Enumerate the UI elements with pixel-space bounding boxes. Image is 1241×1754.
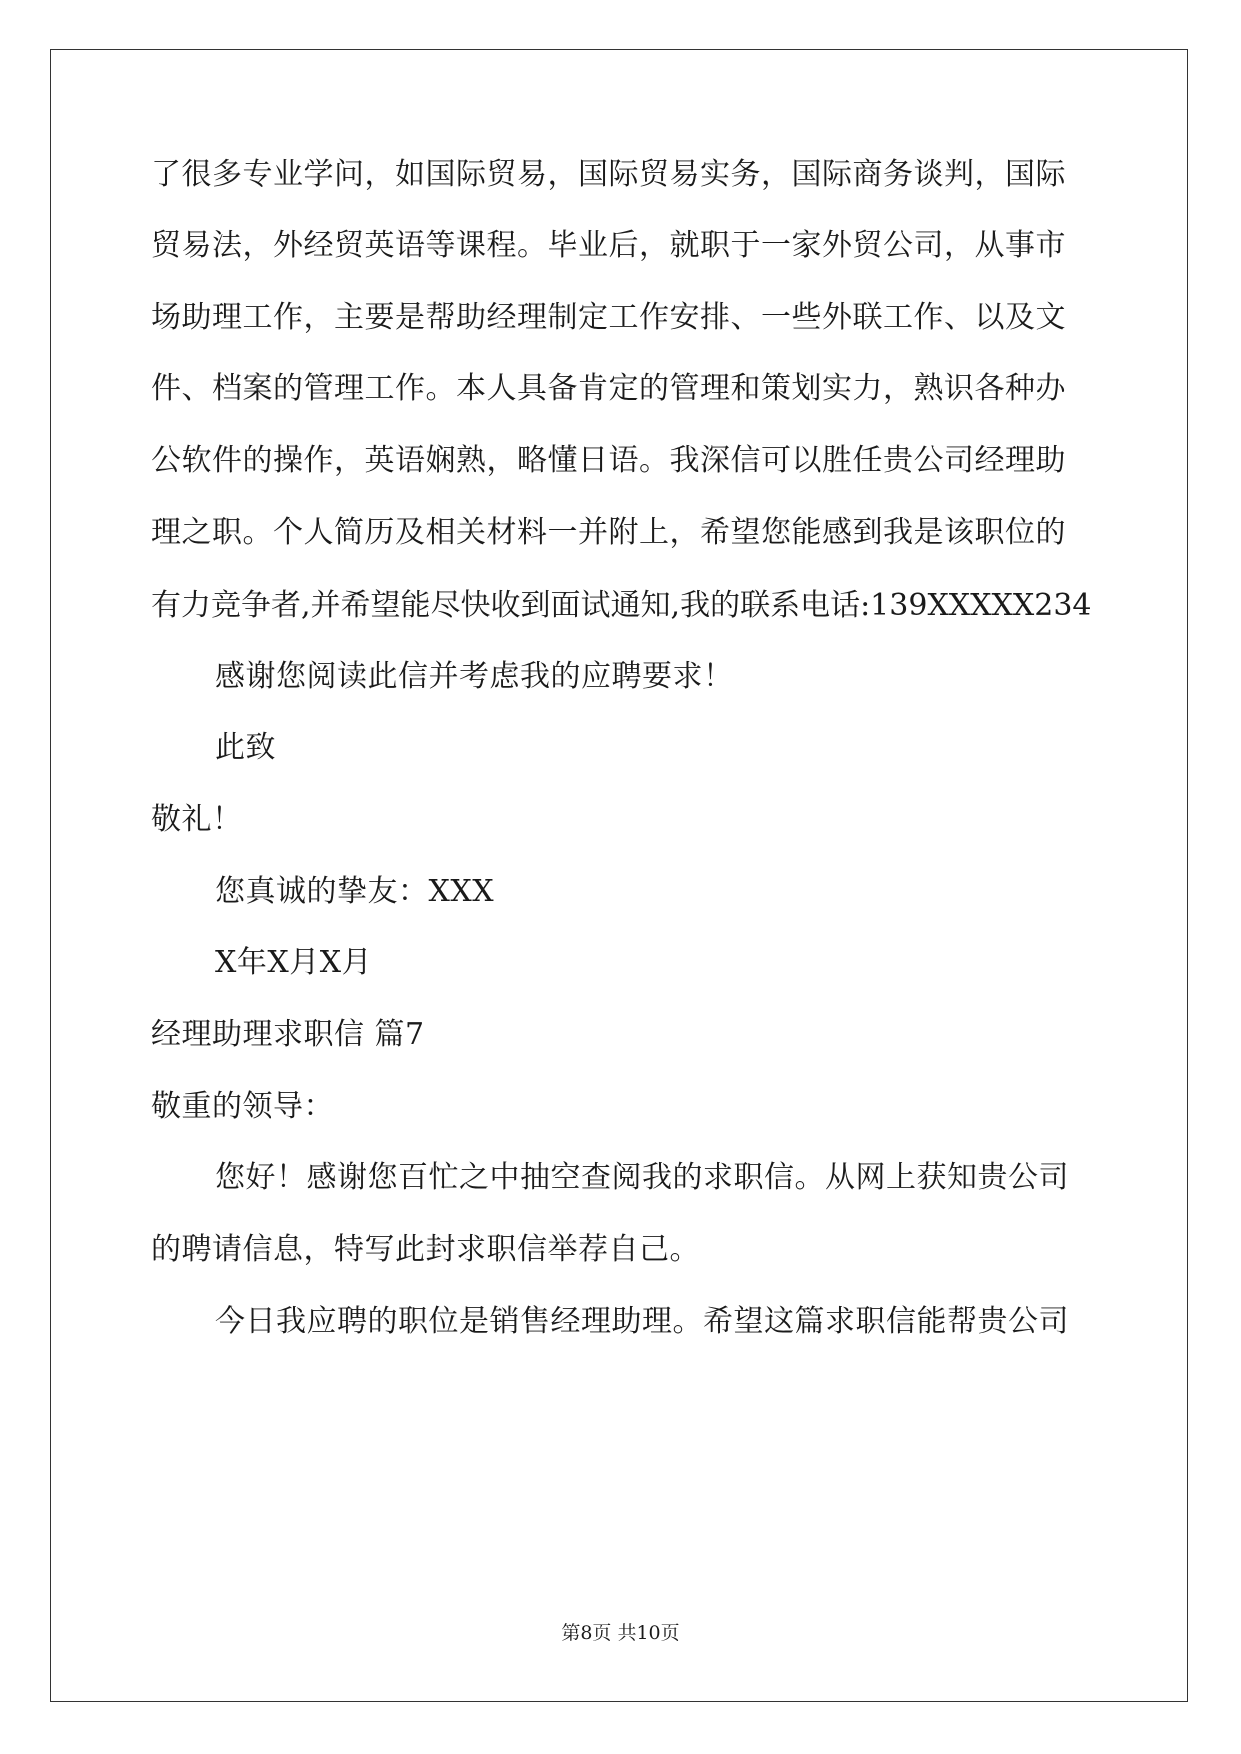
section-heading: 经理助理求职信 篇7 — [151, 1017, 425, 1052]
page-number-footer: 第8页 共10页 — [561, 1622, 680, 1644]
body-line-5: 公软件的操作，英语娴熟，略懂日语。我深信可以胜任贵公司经理助 — [151, 443, 1066, 478]
salutation: 敬重的领导： — [151, 1089, 334, 1124]
body-line-7: 有力竞争者,并希望能尽快收到面试通知,我的联系电话:139XXXXX234 — [151, 588, 1092, 623]
closing-jingli: 敬礼！ — [151, 802, 243, 837]
body-line-8: 您好！感谢您百忙之中抽空查阅我的求职信。从网上获知贵公司 — [215, 1160, 1069, 1195]
thanks-line: 感谢您阅读此信并考虑我的应聘要求！ — [215, 659, 734, 694]
date-line: X年X月X月 — [215, 945, 373, 980]
body-line-4: 件、档案的管理工作。本人具备肯定的管理和策划实力，熟识各种办 — [151, 371, 1066, 406]
body-line-10: 今日我应聘的职位是销售经理助理。希望这篇求职信能帮贵公司 — [215, 1304, 1069, 1339]
signature-line: 您真诚的挚友：XXX — [215, 874, 495, 909]
body-line-3: 场助理工作，主要是帮助经理制定工作安排、一些外联工作、以及文 — [151, 300, 1066, 335]
body-line-6: 理之职。个人简历及相关材料一并附上，希望您能感到我是该职位的 — [151, 515, 1066, 550]
body-line-2: 贸易法，外经贸英语等课程。毕业后，就职于一家外贸公司，从事市 — [151, 228, 1066, 263]
body-line-9: 的聘请信息，特写此封求职信举荐自己。 — [151, 1232, 700, 1267]
body-line-1: 了很多专业学问，如国际贸易，国际贸易实务，国际商务谈判，国际 — [151, 157, 1066, 192]
closing-cizhi: 此致 — [215, 730, 276, 765]
